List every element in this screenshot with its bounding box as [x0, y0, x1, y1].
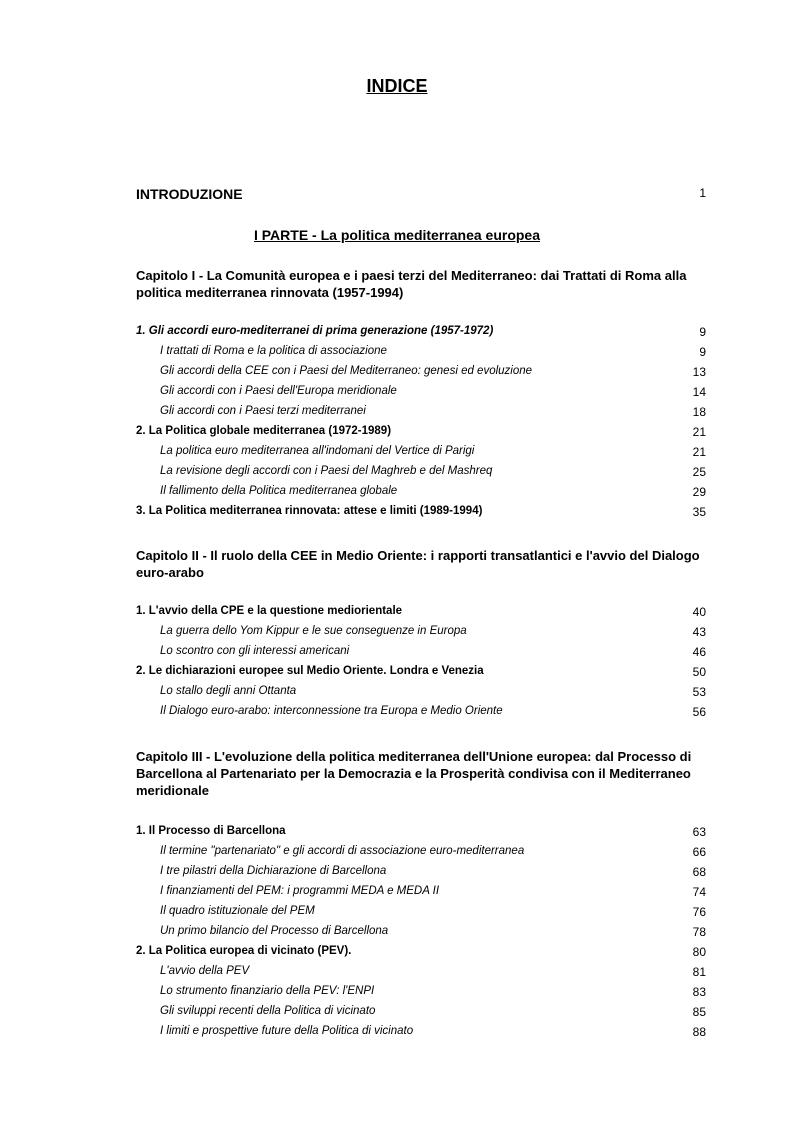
toc-entry-page: 35 — [692, 505, 706, 519]
toc-entry-label: Lo stallo degli anni Ottanta — [160, 685, 297, 697]
toc-entry-page: 21 — [692, 445, 706, 459]
toc-entry-page: 66 — [692, 845, 706, 859]
toc-entry-label: 1. Gli accordi euro-mediterranei di prima generazione (1957-1972) — [136, 325, 494, 337]
toc-entry-label: I tre pilastri della Dichiarazione di Barcellona — [160, 865, 387, 877]
toc-entry-label: INTRODUZIONE — [136, 186, 243, 202]
toc-entry[interactable] — [136, 625, 706, 643]
toc-entry[interactable] — [136, 345, 706, 363]
toc-entry[interactable] — [136, 605, 706, 623]
toc-entry-label: La guerra dello Yom Kippur e le sue conseguenze in Europa — [160, 625, 467, 637]
toc-entry[interactable] — [136, 465, 706, 483]
toc-entry-label: 2. La Politica europea di vicinato (PEV). — [136, 945, 352, 957]
toc-entry-page: 83 — [692, 985, 706, 999]
toc-entry[interactable] — [136, 645, 706, 663]
toc-entry[interactable] — [136, 505, 706, 523]
toc-entry-page: 9 — [699, 345, 706, 359]
toc-entry[interactable] — [136, 985, 706, 1003]
toc-entry[interactable] — [136, 425, 706, 443]
toc-entry-label: Il quadro istituzionale del PEM — [160, 905, 315, 917]
toc-entry-label: La politica euro mediterranea all'indomani del Vertice di Parigi — [160, 445, 475, 457]
chapter-heading: Capitolo II - Il ruolo della CEE in Medio Oriente: i rapporti transatlantici e l'avvio del Dialogo euro-arabo — [136, 548, 700, 580]
toc-entry-label: La revisione degli accordi con i Paesi del Maghreb e del Mashreq — [160, 465, 493, 477]
toc-entry[interactable] — [136, 965, 706, 983]
toc-entry-page: 13 — [692, 365, 706, 379]
toc-entry[interactable] — [136, 1005, 706, 1023]
toc-entry[interactable] — [136, 945, 706, 963]
toc-entry-label: Gli accordi della CEE con i Paesi del Mediterraneo: genesi ed evoluzione — [160, 365, 533, 377]
toc-entry-label: 3. La Politica mediterranea rinnovata: attese e limiti (1989-1994) — [136, 505, 483, 517]
toc-entry-page: 40 — [692, 605, 706, 619]
toc-entry-label: Lo scontro con gli interessi americani — [160, 645, 350, 657]
toc-entry-page: 1 — [699, 186, 706, 200]
toc-entry-page: 14 — [692, 385, 706, 399]
toc-entry-page: 88 — [692, 1025, 706, 1039]
toc-entry[interactable] — [136, 705, 706, 723]
toc-entry-page: 68 — [692, 865, 706, 879]
toc-entry-page: 46 — [692, 645, 706, 659]
toc-entry-page: 50 — [692, 665, 706, 679]
chapter-heading: Capitolo I - La Comunità europea e i paesi terzi del Mediterraneo: dai Trattati di Roma alla politica mediterranea rinnovata (1957-1994) — [136, 268, 687, 300]
toc-entry-label: I trattati di Roma e la politica di associazione — [160, 345, 387, 357]
toc-entry-page: 29 — [692, 485, 706, 499]
toc-entry-label: Il fallimento della Politica mediterranea globale — [160, 485, 398, 497]
toc-entry-label: Il Dialogo euro-arabo: interconnessione tra Europa e Medio Oriente — [160, 705, 503, 717]
toc-entry-page: 9 — [699, 325, 706, 339]
toc-entry-label: Lo strumento finanziario della PEV: l'ENPI — [160, 985, 375, 997]
toc-entry-page: 81 — [692, 965, 706, 979]
page-title: INDICE — [366, 76, 428, 96]
toc-entry[interactable] — [136, 485, 706, 503]
toc-entry-label: Gli accordi con i Paesi terzi mediterranei — [160, 405, 366, 417]
toc-entry-page: 53 — [692, 685, 706, 699]
toc-entry[interactable] — [136, 665, 706, 683]
toc-entry-label: I finanziamenti del PEM: i programmi MEDA e MEDA II — [160, 885, 440, 897]
toc-entry[interactable] — [136, 445, 706, 463]
chapter-heading: Capitolo III - L'evoluzione della politica mediterranea dell'Unione europea: dal Processo di Barcellona al Partenariato per la Democrazia e la Prosperità condivisa con il Mediterraneo meridionale — [136, 749, 692, 798]
toc-entry-label: Il termine "partenariato" e gli accordi di associazione euro-mediterranea — [160, 845, 525, 857]
toc-entry-label: 2. Le dichiarazioni europee sul Medio Oriente. Londra e Venezia — [136, 665, 484, 677]
part-heading: I PARTE - La politica mediterranea europea — [253, 227, 541, 243]
toc-entry[interactable] — [136, 685, 706, 703]
toc-entry-label: I limiti e prospettive future della Politica di vicinato — [160, 1025, 414, 1037]
toc-entry-label: 2. La Politica globale mediterranea (1972-1989) — [136, 425, 392, 437]
toc-entry[interactable] — [136, 905, 706, 923]
toc-entry-label: 1. Il Processo di Barcellona — [136, 825, 286, 837]
toc-entry[interactable] — [136, 885, 706, 903]
toc-entry-label: Gli sviluppi recenti della Politica di vicinato — [160, 1005, 376, 1017]
toc-entry[interactable] — [136, 845, 706, 863]
toc-entry-label: L'avvio della PEV — [160, 965, 250, 977]
toc-entry-page: 74 — [692, 885, 706, 899]
toc-entry-page: 80 — [692, 945, 706, 959]
toc-entry[interactable] — [136, 925, 706, 943]
toc-entry[interactable] — [136, 865, 706, 883]
toc-entry-page: 56 — [692, 705, 706, 719]
toc-entry-label: Un primo bilancio del Processo di Barcellona — [160, 925, 389, 937]
toc-entry[interactable] — [136, 1025, 706, 1043]
toc-entry[interactable] — [136, 325, 706, 343]
toc-entry-page: 63 — [692, 825, 706, 839]
toc-entry-label: 1. L'avvio della CPE e la questione mediorientale — [136, 605, 403, 617]
toc-entry[interactable] — [136, 825, 706, 843]
toc-entry-page: 18 — [692, 405, 706, 419]
toc-entry-page: 21 — [692, 425, 706, 439]
toc-entry-label: Gli accordi con i Paesi dell'Europa meridionale — [160, 385, 397, 397]
toc-entry-introduzione[interactable] — [136, 186, 706, 204]
toc-entry-page: 76 — [692, 905, 706, 919]
toc-entry[interactable] — [136, 385, 706, 403]
toc-entry-page: 78 — [692, 925, 706, 939]
toc-entry-page: 85 — [692, 1005, 706, 1019]
toc-entry-page: 25 — [692, 465, 706, 479]
toc-entry[interactable] — [136, 365, 706, 383]
toc-entry[interactable] — [136, 405, 706, 423]
toc-entry-page: 43 — [692, 625, 706, 639]
